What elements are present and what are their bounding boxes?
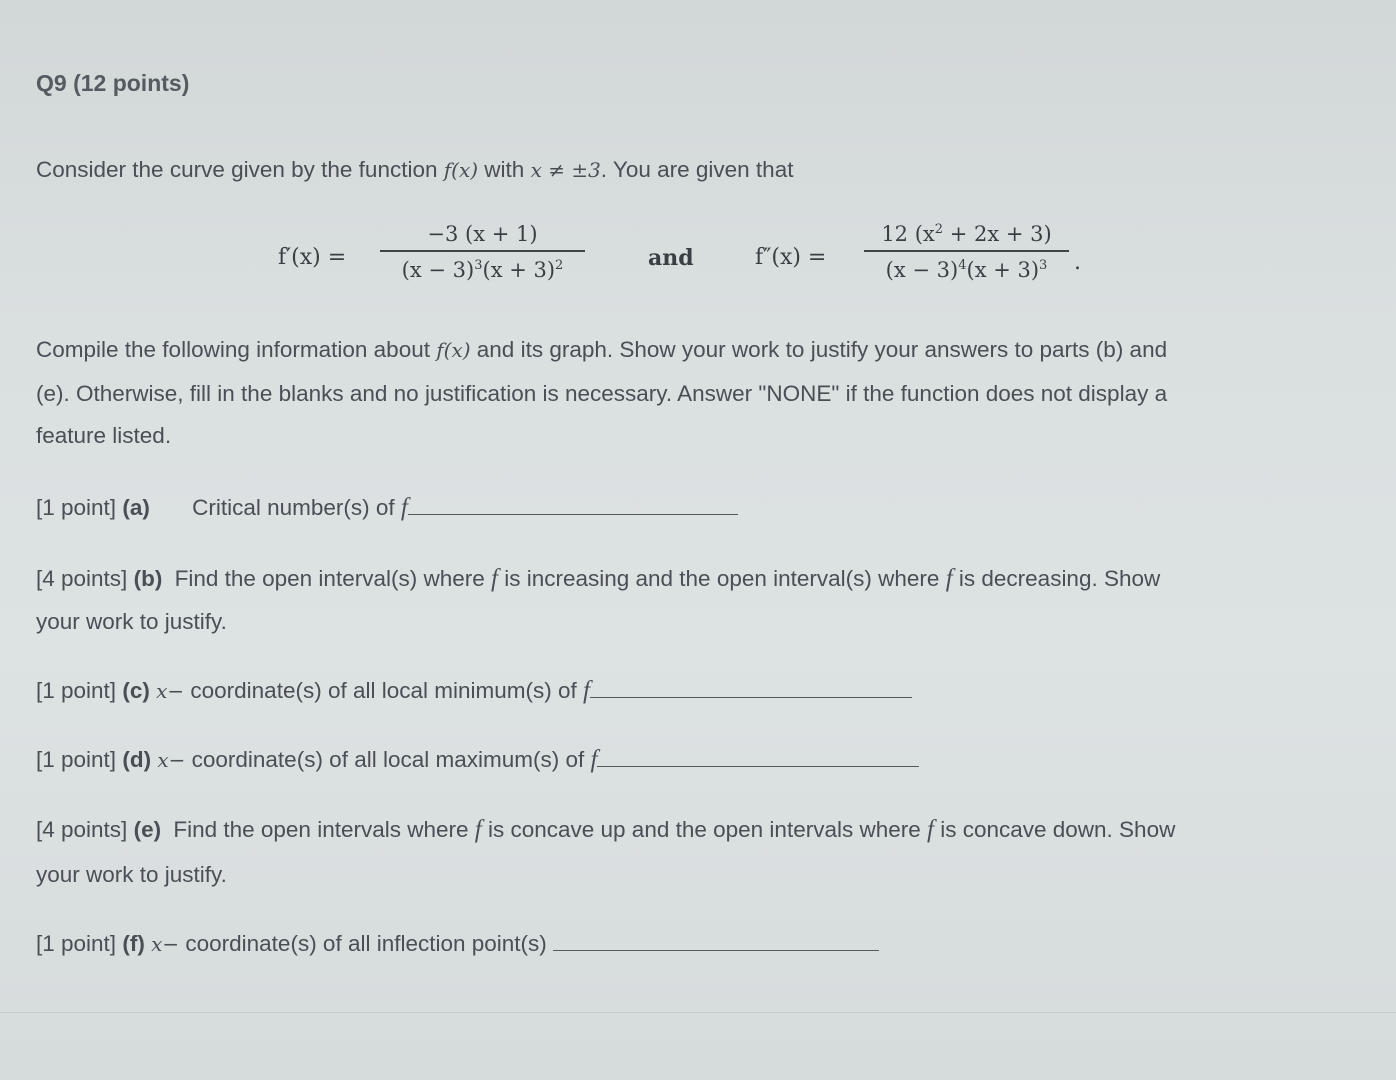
part-b-text-a: Find the open interval(s) where xyxy=(174,566,491,591)
f-prime-label: f′(x) = xyxy=(278,245,347,270)
f-prime-denominator xyxy=(402,258,564,282)
part-e-f1: f xyxy=(474,816,482,843)
part-f-answer-blank[interactable] xyxy=(553,949,879,951)
f-double-prime-fraction-bar xyxy=(864,250,1069,252)
part-e-text-a: Find the open intervals where xyxy=(173,817,475,842)
part-d-points: [1 point] xyxy=(36,747,117,772)
intro-fx: f(x) xyxy=(443,158,479,182)
and-word: and xyxy=(648,245,694,271)
instructions-text-b: and its graph. Show your work to justify your answers to parts (b) and xyxy=(470,337,1168,362)
part-e-text-c: is concave down. Show xyxy=(933,817,1176,842)
part-a-answer-blank[interactable] xyxy=(408,513,738,515)
f-double-prime-label: f″(x) = xyxy=(755,245,827,270)
f-prime-den-a-exp: 3 xyxy=(474,258,483,273)
part-c-label: (c) xyxy=(122,678,150,703)
part-d-text: coordinate(s) of all local maximum(s) of xyxy=(185,747,591,772)
page-bottom-divider xyxy=(0,1012,1396,1013)
f-double-prime-fraction xyxy=(864,222,1069,282)
part-f-points: [1 point] xyxy=(36,931,117,956)
f-double-prime-den-b: (x + 3) xyxy=(966,258,1040,282)
intro-text-before: Consider the curve given by the function xyxy=(36,157,444,182)
part-d-var: x− xyxy=(157,748,186,772)
part-c-f: f xyxy=(583,677,590,704)
part-d xyxy=(36,746,919,774)
part-a-points: [1 point] xyxy=(36,495,117,520)
part-b-line-2: your work to justify. xyxy=(36,609,227,634)
instructions-line-1 xyxy=(36,337,1167,363)
part-b-f2: f xyxy=(945,565,953,592)
part-c-points: [1 point] xyxy=(36,678,117,703)
part-b-points: [4 points] xyxy=(36,566,128,591)
part-f-text: coordinate(s) of all inflection point(s) xyxy=(179,931,554,956)
f-double-prime-num-b: + 2x + 3) xyxy=(943,222,1052,246)
part-c-text: coordinate(s) of all local minimum(s) of xyxy=(184,678,584,703)
part-f-var: x− xyxy=(151,932,180,956)
intro-condition: x ≠ ±3 xyxy=(530,158,601,182)
part-d-label: (d) xyxy=(122,747,152,772)
intro-text-with: with xyxy=(478,157,531,182)
instructions-fx: f(x) xyxy=(436,338,471,362)
part-a-f: f xyxy=(400,494,408,521)
part-a-text: Critical number(s) of xyxy=(192,495,401,520)
instructions-line-2: (e). Otherwise, fill in the blanks and no justification is necessary. Answer "NONE" if the function does not display a xyxy=(36,381,1168,406)
part-e-points: [4 points] xyxy=(36,817,128,842)
intro-text-after: . You are given that xyxy=(600,157,794,182)
f-double-prime-num-a: 12 (x xyxy=(881,222,935,246)
part-c xyxy=(36,677,912,705)
part-f-label: (f) xyxy=(122,931,145,956)
part-e-text-b: is concave up and the open intervals where xyxy=(481,817,927,842)
f-double-prime-den-a: (x − 3) xyxy=(885,258,959,282)
part-c-answer-blank[interactable] xyxy=(590,696,912,698)
intro-sentence xyxy=(36,157,793,183)
f-prime-numerator: −3 (x + 1) xyxy=(427,222,538,246)
f-double-prime-denominator xyxy=(886,258,1048,282)
part-c-var: x− xyxy=(156,679,185,703)
formula-period: . xyxy=(1074,250,1081,275)
part-e-f2: f xyxy=(927,816,934,843)
part-e-label: (e) xyxy=(133,817,162,842)
part-b xyxy=(36,565,1160,593)
part-d-answer-blank[interactable] xyxy=(597,765,919,767)
part-b-text-c: is decreasing. Show xyxy=(952,566,1161,591)
part-b-label: (b) xyxy=(133,566,163,591)
f-double-prime-den-b-exp: 3 xyxy=(1039,258,1048,273)
f-prime-den-a: (x − 3) xyxy=(401,258,475,282)
f-double-prime-numerator xyxy=(881,222,1051,246)
part-e xyxy=(36,816,1175,844)
f-double-prime-num-exp: 2 xyxy=(934,222,944,237)
instructions-line-3: feature listed. xyxy=(36,423,172,448)
instructions-text-a: Compile the following information about xyxy=(36,337,437,362)
f-double-prime-den-a-exp: 4 xyxy=(958,258,967,273)
part-e-line-2: your work to justify. xyxy=(36,862,227,887)
part-d-f: f xyxy=(590,746,598,773)
f-prime-fraction-bar xyxy=(380,250,585,252)
f-prime-den-b-exp: 2 xyxy=(555,258,564,273)
question-title: Q9 (12 points) xyxy=(36,70,190,96)
part-a-label: (a) xyxy=(122,495,150,520)
f-prime-fraction xyxy=(380,222,585,282)
part-b-text-b: is increasing and the open interval(s) where xyxy=(497,566,946,591)
part-a xyxy=(36,494,738,522)
f-prime-den-b: (x + 3) xyxy=(482,258,556,282)
part-f xyxy=(36,931,879,957)
part-b-f1: f xyxy=(490,565,498,592)
